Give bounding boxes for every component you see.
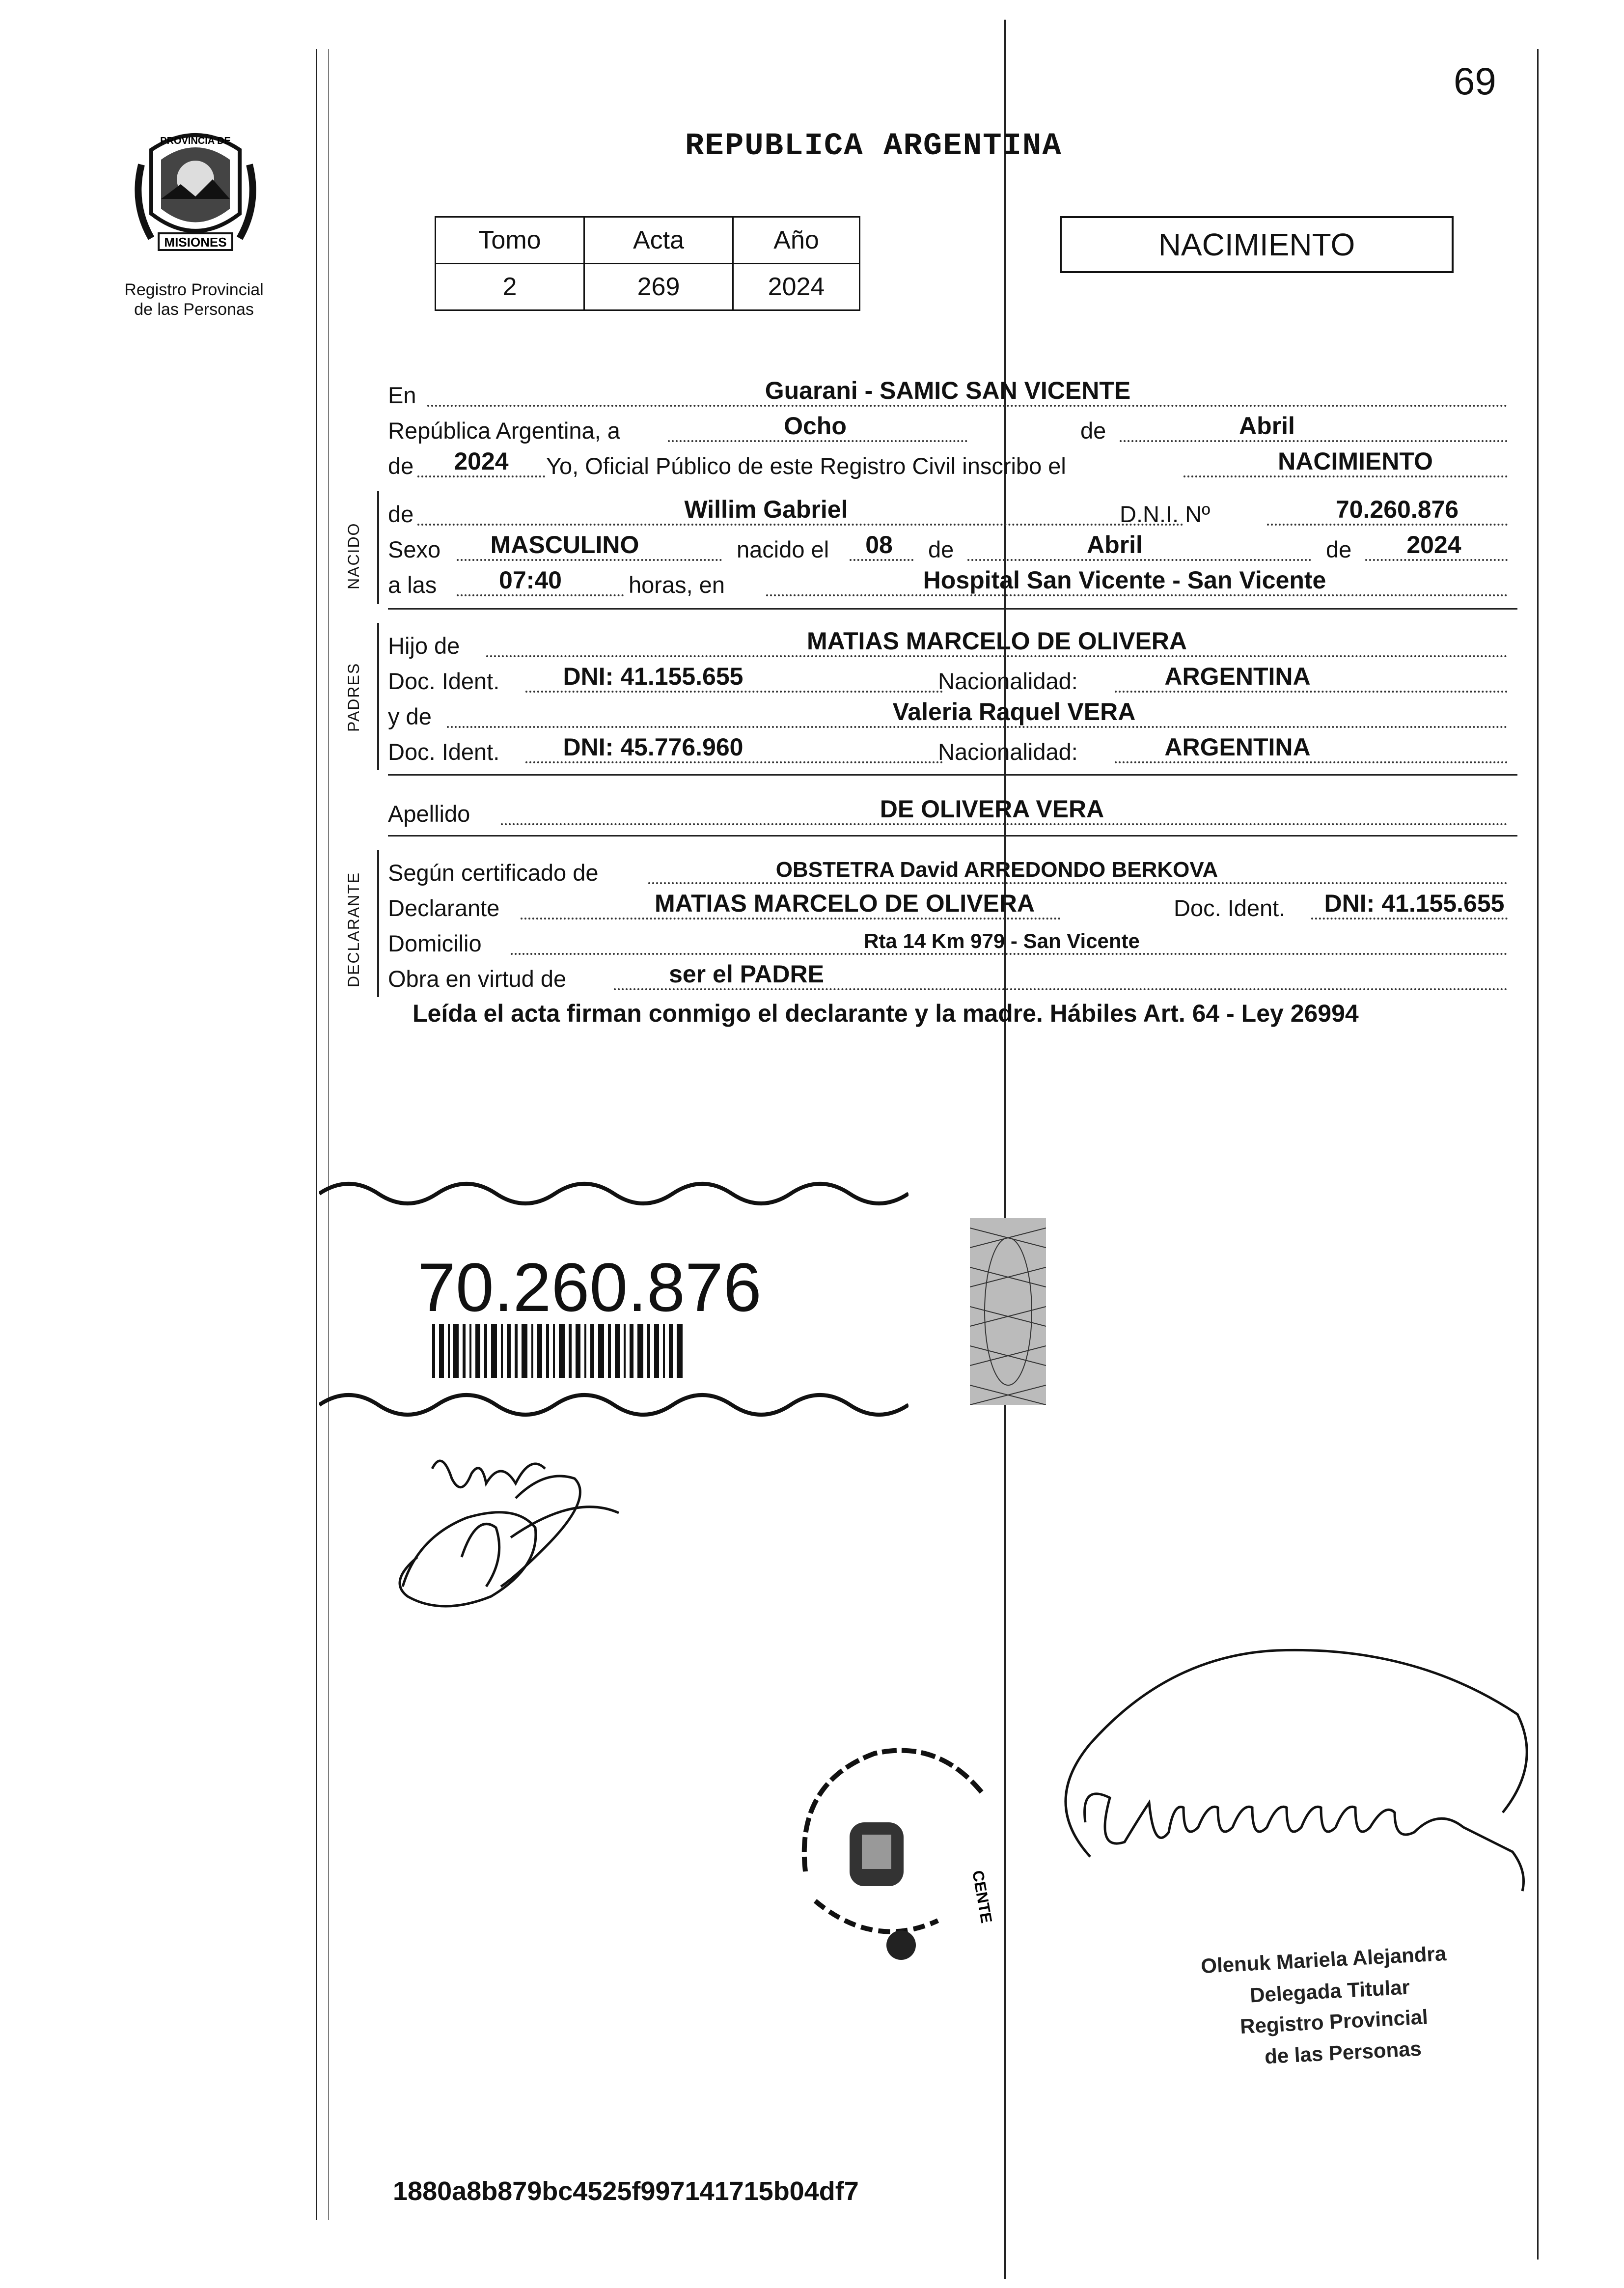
label-de2: de [388,453,414,479]
value-lugar-nacimiento: Hospital San Vicente - San Vicente [923,566,1326,594]
dots [1267,524,1508,526]
label-doc-ident: Doc. Ident. [388,668,500,694]
table-header-anio: Año [733,217,860,264]
closing-statement: Leída el acta firman conmigo el declarante y la madre. Hábiles Art. 64 - Ley 26994 [413,1000,1359,1027]
value-padre-nacionalidad: ARGENTINA [1164,663,1311,690]
label-nacionalidad: Nacionalidad: [938,739,1078,765]
official-title: Delegada Titular [1249,1975,1410,2007]
label-obra: Obra en virtud de [388,966,567,992]
value-madre: Valeria Raquel VERA [892,698,1136,725]
value-dia-nacimiento: 08 [865,531,893,558]
dots [521,918,1061,920]
security-hologram [970,1218,1046,1405]
line-en [388,373,1517,412]
dots [427,405,1508,407]
dots [417,524,1184,526]
dots [501,823,1508,825]
left-margin-line-2 [328,49,329,2220]
dots [614,988,1508,990]
logo-text-top: PROVINCIA DE [160,136,231,146]
value-obra: ser el PADRE [669,960,824,988]
line-oficial [388,444,1517,482]
line-obra [388,957,1517,995]
value-certificado: OBSTETRA David ARREDONDO BERKOVA [775,858,1218,882]
dots [1311,918,1508,920]
dots [457,559,722,561]
label-de: de [1326,536,1352,562]
dots [1120,440,1508,442]
label-declarante: Declarante [388,895,500,921]
value-dia: Ocho [784,412,847,440]
label-de: de [928,536,954,562]
line-declarante [388,886,1517,924]
separator [388,774,1517,776]
label-de: de [1080,418,1106,444]
dots [486,655,1508,657]
logo-caption-line2: de las Personas [134,300,254,319]
line-republica [388,409,1517,447]
label-nacionalidad: Nacionalidad: [938,668,1078,694]
value-domicilio: Rta 14 Km 979 - San Vicente [864,929,1140,952]
value-dni: 70.260.876 [1335,496,1459,523]
dots [457,594,624,596]
line-padre-doc [388,659,1517,698]
document-title: REPUBLICA ARGENTINA [685,129,1062,164]
value-mes-nacimiento: Abril [1087,531,1143,558]
value-mes: Abril [1239,412,1295,440]
dots [850,559,913,561]
value-nombre: Willim Gabriel [684,496,848,523]
page-number: 69 [1454,59,1496,103]
value-lugar-registro: Guarani - SAMIC SAN VICENTE [765,377,1131,404]
dots [525,691,943,693]
label-apellido: Apellido [388,801,470,827]
official-name: Olenuk Mariela Alejandra [1200,1941,1447,1978]
line-certificado [388,851,1517,889]
padres-section-bar [377,623,379,770]
value-tipo: NACIMIENTO [1278,447,1433,475]
label-oficial: Yo, Oficial Público de este Registro Civil inscribo el [546,453,1066,479]
value-padre-doc: DNI: 41.155.655 [563,663,743,690]
line-madre-doc [388,730,1517,768]
label-certificado: Según certificado de [388,860,599,886]
label-de: de [388,501,414,527]
label-dni: D.N.I. Nº [1120,501,1211,527]
line-apellido [388,792,1517,830]
declarante-section-bar [377,850,379,997]
label-a-las: a las [388,572,437,598]
label-republica: República Argentina, a [388,418,620,444]
value-anio-nacimiento: 2024 [1406,531,1461,558]
table-value-tomo: 2 [436,264,584,310]
dots [511,953,1508,955]
value-anio: 2024 [454,447,509,475]
official-round-seal [776,1724,1012,1970]
separator [388,835,1517,837]
label-y-de: y de [388,703,432,729]
dots [766,594,1508,596]
left-margin-line [316,49,317,2220]
line-hijo-de [388,624,1517,662]
label-horas-en: horas, en [629,572,725,598]
logo-caption [110,280,277,319]
label-domicilio: Domicilio [388,930,482,956]
nacido-section-bar [377,491,379,604]
dots [668,440,967,442]
value-declarante-doc: DNI: 41.155.655 [1324,890,1505,917]
table-header-tomo: Tomo [436,217,584,264]
dots [1115,691,1508,693]
official-signature [1021,1596,1552,1940]
value-madre-doc: DNI: 45.776.960 [563,733,743,761]
provincial-coat-of-arms-logo [132,120,259,273]
official-registry-2: de las Personas [1264,2037,1422,2068]
value-apellido: DE OLIVERA VERA [880,795,1104,823]
label-hijo-de: Hijo de [388,633,460,659]
logo-caption-line1: Registro Provincial [124,280,264,299]
label-doc-ident: Doc. Ident. [388,739,500,765]
table-value-anio: 2024 [733,264,860,310]
line-sexo [388,528,1517,566]
line-domicilio [388,921,1517,960]
value-madre-nacionalidad: ARGENTINA [1164,733,1311,761]
dots [648,882,1508,884]
value-sexo: MASCULINO [490,531,639,558]
document-type-box: NACIMIENTO [1060,216,1454,273]
dots [1184,475,1508,477]
label-doc-ident: Doc. Ident. [1174,895,1286,921]
sticker-number: 70.260.876 [417,1249,762,1326]
dots [417,475,545,477]
line-hora [388,563,1517,601]
label-en: En [388,382,416,408]
dots [1365,559,1508,561]
dots [967,559,1311,561]
seal-text-right: CENTE [969,1869,996,1925]
declarante-section-label: DECLARANTE [345,871,362,987]
value-hora: 07:40 [499,566,562,594]
logo-text-bottom: MISIONES [164,235,227,250]
registry-table-header-row [436,217,860,264]
label-sexo: Sexo [388,536,441,562]
dots [1115,761,1508,763]
separator [388,608,1517,610]
table-value-acta: 269 [584,264,733,310]
table-header-acta: Acta [584,217,733,264]
registry-table-value-row [436,264,860,310]
registry-table [435,216,860,311]
label-nacido-el: nacido el [737,536,829,562]
line-nombre [388,492,1517,530]
nacido-section-label: NACIDO [345,522,362,589]
padres-section-label: PADRES [345,662,362,732]
document-hash: 1880a8b879bc4525f997141715b04df7 [393,2176,859,2206]
value-padre: MATIAS MARCELO DE OLIVERA [806,627,1187,655]
declarant-signature [388,1439,633,1626]
official-registry: Registro Provincial [1239,2005,1429,2038]
dots [447,726,1508,728]
dots [525,761,943,763]
value-declarante: MATIAS MARCELO DE OLIVERA [654,890,1035,917]
line-y-de [388,695,1517,733]
